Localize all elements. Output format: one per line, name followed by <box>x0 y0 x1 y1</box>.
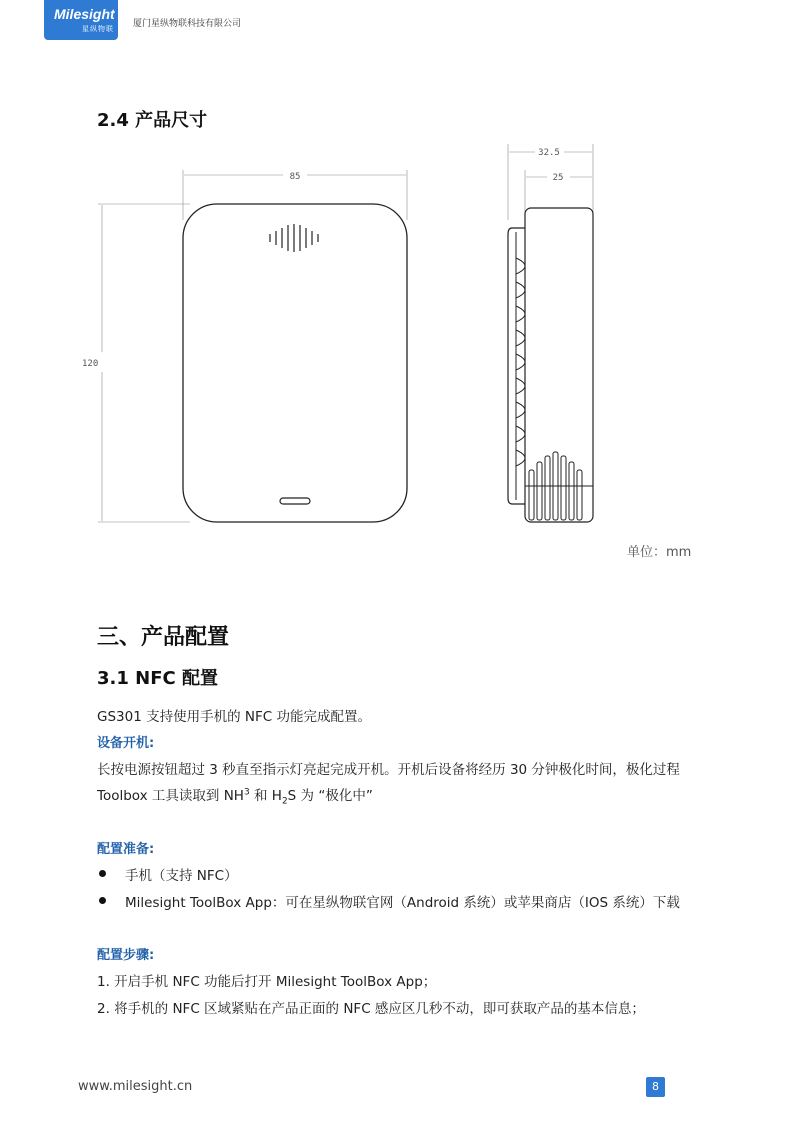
side-view-body <box>525 208 593 522</box>
power-on-heading: 设备开机: <box>97 736 155 751</box>
prep-item: Milesight ToolBox App：可在星纵物联官网（Android 系统）或苹果商店（IOS 系统）下载 <box>125 891 680 911</box>
prep-heading: 配置准备: <box>97 842 155 857</box>
dimension-drawing <box>80 140 720 540</box>
side-view-vents <box>525 452 593 520</box>
chapter-title-config: 三、产品配置 <box>97 625 230 650</box>
steps-heading: 配置步骤: <box>97 948 155 963</box>
logo-subtext: 星纵物联 <box>82 25 114 33</box>
company-name: 厦门星纵物联科技有限公司 <box>133 19 242 29</box>
power-on-text-1: 长按电源按钮超过 3 秒直至指示灯亮起完成开机。开机后设备将经历 30 分钟极化时间，极化过程 <box>97 762 680 778</box>
side-view-fins <box>516 258 525 466</box>
power-on-text-2: Toolbox 工具读取到 $NH^3$ 和 $H_2S$ 为 “极化中” <box>97 787 373 807</box>
indicator-slot-icon <box>280 498 310 504</box>
page-number-badge: 8 <box>646 1077 665 1097</box>
section-title-nfc: 3.1 NFC 配置 <box>97 668 218 689</box>
step-item: 2. 将手机的 NFC 区域紧贴在产品正面的 NFC 感应区几秒不动，即可获取产品的基本信息； <box>97 1001 645 1017</box>
unit-label: 单位：mm <box>627 545 692 560</box>
dim-label-height: 120 <box>82 359 99 369</box>
footer-website-link[interactable]: www.milesight.cn <box>78 1079 193 1094</box>
dim-label-depth-body: 25 <box>552 173 564 183</box>
dim-label-depth-total: 32.5 <box>538 148 560 158</box>
logo-text: Milesight <box>54 6 115 22</box>
brand-logo <box>44 0 118 40</box>
prep-item: 手机（支持 NFC） <box>125 864 238 884</box>
step-item: 1. 开启手机 NFC 功能后打开 Milesight ToolBox App； <box>97 974 437 990</box>
front-view-outline <box>183 204 407 522</box>
intro-text: GS301 支持使用手机的 NFC 功能完成配置。 <box>97 709 371 725</box>
speaker-grille-icon <box>270 224 318 252</box>
dim-label-width: 85 <box>289 172 301 182</box>
section-title-dimensions: 2.4 产品尺寸 <box>97 110 208 131</box>
